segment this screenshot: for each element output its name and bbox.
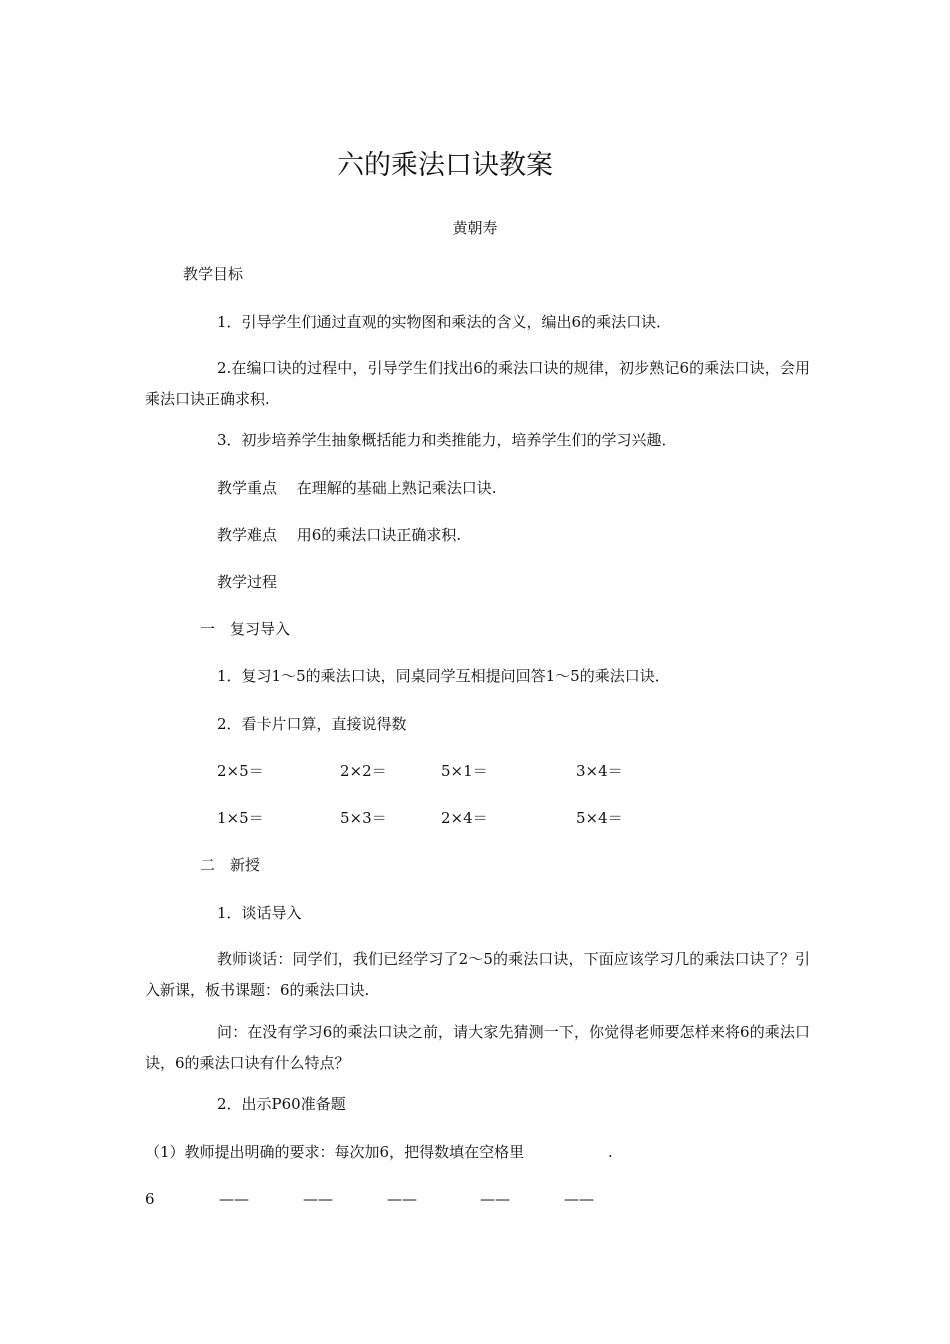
document-author: 黄朝寿 bbox=[452, 219, 498, 237]
blank-1: —— bbox=[219, 1190, 249, 1208]
goal-1: 1．引导学生们通过直观的实物图和乘法的含义，编出6的乘法口诀． bbox=[217, 313, 672, 331]
part1-heading: 一 复习导入 bbox=[200, 620, 291, 638]
key-point: 教学重点 在理解的基础上熟记乘法口诀. bbox=[217, 479, 497, 497]
review-2: 2．看卡片口算，直接说得数 bbox=[217, 715, 407, 733]
requirement: （1）教师提出明确的要求：每次加6，把得数填在空格里 bbox=[145, 1143, 525, 1161]
card-r1-c2: 2×2＝ bbox=[340, 762, 387, 780]
document-title: 六的乘法口诀教案 bbox=[337, 150, 553, 181]
blank-5: —— bbox=[564, 1190, 594, 1208]
card-r2-c3: 2×4＝ bbox=[441, 809, 488, 827]
card-r1-c3: 5×1＝ bbox=[441, 762, 488, 780]
card-r2-c2: 5×3＝ bbox=[340, 809, 387, 827]
review-1: 1．复习1～5的乘法口诀，同桌同学互相提问回答1～5的乘法口诀． bbox=[217, 667, 670, 685]
goals-heading: 教学目标 bbox=[183, 265, 244, 283]
blank-2: —— bbox=[303, 1190, 333, 1208]
sequence-start: 6 bbox=[145, 1190, 155, 1208]
question-paragraph: 问：在没有学习6的乘法口诀之前，请大家先猜测一下，你觉得老师要怎样来将6的乘法口诀，6的乘法口诀有什么特点？ bbox=[145, 1023, 810, 1072]
part2-heading: 二 新授 bbox=[200, 856, 261, 874]
card-r1-c4: 3×4＝ bbox=[576, 762, 623, 780]
process-heading: 教学过程 bbox=[217, 573, 278, 591]
difficulty: 教学难点 用6的乘法口诀正确求积. bbox=[217, 526, 462, 544]
talk-paragraph: 教师谈话：同学们，我们已经学习了2～5的乘法口诀，下面应该学习几的乘法口诀了？引入新课，板书课题：6的乘法口诀. bbox=[145, 950, 810, 999]
card-r2-c4: 5×4＝ bbox=[576, 809, 623, 827]
blank-3: —— bbox=[387, 1190, 417, 1208]
goal-2: 2.在编口诀的过程中，引导学生们找出6的乘法口诀的规律，初步熟记6的乘法口诀，会用乘法口诀正确求积. bbox=[145, 359, 810, 408]
blank-4: —— bbox=[480, 1190, 510, 1208]
card-r2-c1: 1×5＝ bbox=[217, 809, 264, 827]
requirement-end: . bbox=[608, 1143, 613, 1161]
new-1: 1．谈话导入 bbox=[217, 904, 302, 922]
new-2: 2．出示P60准备题 bbox=[217, 1095, 346, 1113]
card-r1-c1: 2×5＝ bbox=[217, 762, 264, 780]
goal-3: 3．初步培养学生抽象概括能力和类推能力，培养学生们的学习兴趣． bbox=[217, 431, 677, 449]
